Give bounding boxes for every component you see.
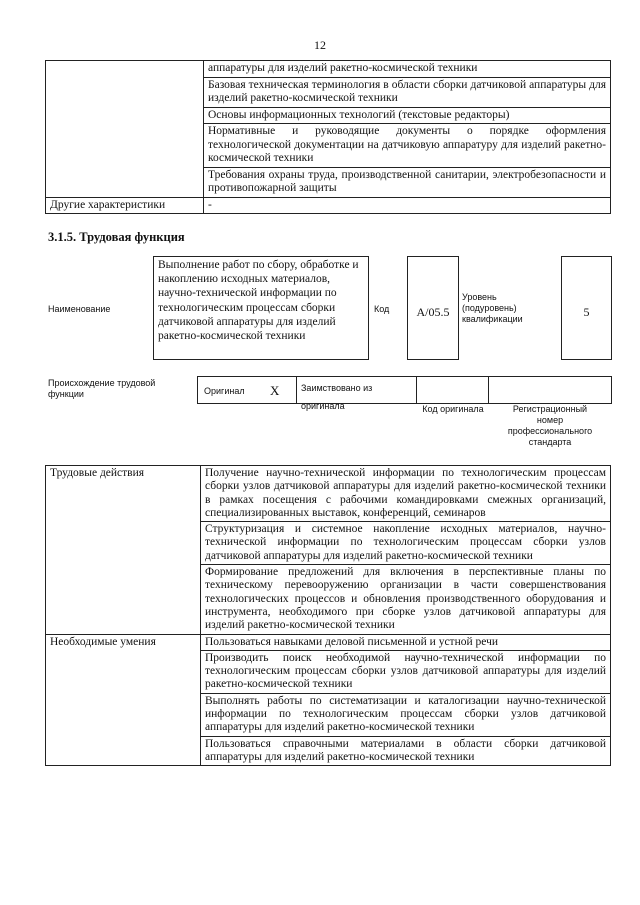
skill-row: Производить поиск необходимой научно-технической информации по технологическим процессам сборки узлов датчиковой аппаратуры для изделий ракетно-космической техники — [201, 650, 611, 693]
knowledge-row: Нормативные и руководящие документы о порядке оформления технологической документации на датчиковую аппаратуру для изделий ракетно-космической техники — [204, 124, 611, 168]
code-value-box: A/05.5 — [407, 256, 459, 360]
origin-label: Происхождение трудовой функции — [48, 378, 156, 399]
knowledge-table — [45, 60, 611, 214]
borrowed-label: Заимствовано из оригинала — [301, 383, 373, 411]
action-row: Формирование предложений для включения в перспективные планы по техническому перевооружению организации в части совершенствования технологических процессов и обновления производственного оборудования и инструмента, необходимого при сборке узлов датчиковой аппаратуры для изделий ракетно-космической техники — [201, 565, 611, 634]
action-row: Получение научно-технической информации по технологическим процессам сборки узлов датчиковой аппаратуры для изделий ракетно-космической техники в рамках посещения с рабочими командировками смежных организаций, специализированных выставок, конференций, семинаров — [201, 466, 611, 522]
level-value-box: 5 — [561, 256, 612, 360]
action-row: Структуризация и системное накопление исходных материалов, научно-технической информации по технологическим процессам сборки узлов датчиковой аппаратуры для изделий ракетно-космической техники — [201, 522, 611, 565]
knowledge-row: Основы информационных технологий (текстовые редакторы) — [204, 107, 611, 124]
skills-label: Необходимые умения — [46, 634, 201, 766]
knowledge-row: Базовая техническая терминология в области сборки датчиковой аппаратуры для изделий ракетно-космической техники — [204, 77, 611, 107]
reg-caption: Регистрационный номер профессионального стандарта — [507, 404, 593, 447]
other-characteristics-label: Другие характеристики — [46, 197, 204, 214]
knowledge-row: аппаратуры для изделий ракетно-космической техники — [204, 61, 611, 78]
other-characteristics-value: - — [204, 197, 611, 214]
skill-row: Пользоваться навыками деловой письменной и устной речи — [201, 634, 611, 650]
actions-label: Трудовые действия — [46, 466, 201, 635]
page-number: 12 — [314, 38, 326, 52]
original-label: Оригинал — [204, 386, 245, 396]
origin-borrowed-cell — [296, 376, 417, 411]
code-label: Код — [374, 304, 390, 314]
section-heading: 3.1.5. Трудовая функция — [48, 230, 185, 244]
actions-skills-table — [45, 465, 611, 766]
skill-row: Выполнять работы по систематизации и каталогизации научно-технической информации по технологическим процессам сборки узлов датчиковой аппаратуры для изделий ракетно-космической техники — [201, 693, 611, 736]
knowledge-row: Требования охраны труда, производственной санитарии, электробезопасности и противопожарной защиты — [204, 167, 611, 197]
original-code-cell — [416, 376, 489, 404]
skill-row: Пользоваться справочными материалами в области сборки датчиковой аппаратуры для изделий ракетно-космической техники — [201, 736, 611, 766]
knowledge-label-cell — [46, 61, 204, 198]
code-caption: Код оригинала — [422, 404, 484, 414]
reg-number-cell — [488, 376, 612, 404]
name-label: Наименование — [48, 304, 111, 314]
original-mark: X — [270, 383, 280, 398]
function-name-box: Выполнение работ по сбору, обработке и накоплению исходных материалов, научно-технической информации по технологическим процессам сборки датчиковой аппаратуры для изделий ракетно-космической техники — [153, 256, 369, 360]
origin-original-cell — [197, 376, 297, 404]
level-label: Уровень (подуровень) квалификации — [462, 292, 523, 324]
